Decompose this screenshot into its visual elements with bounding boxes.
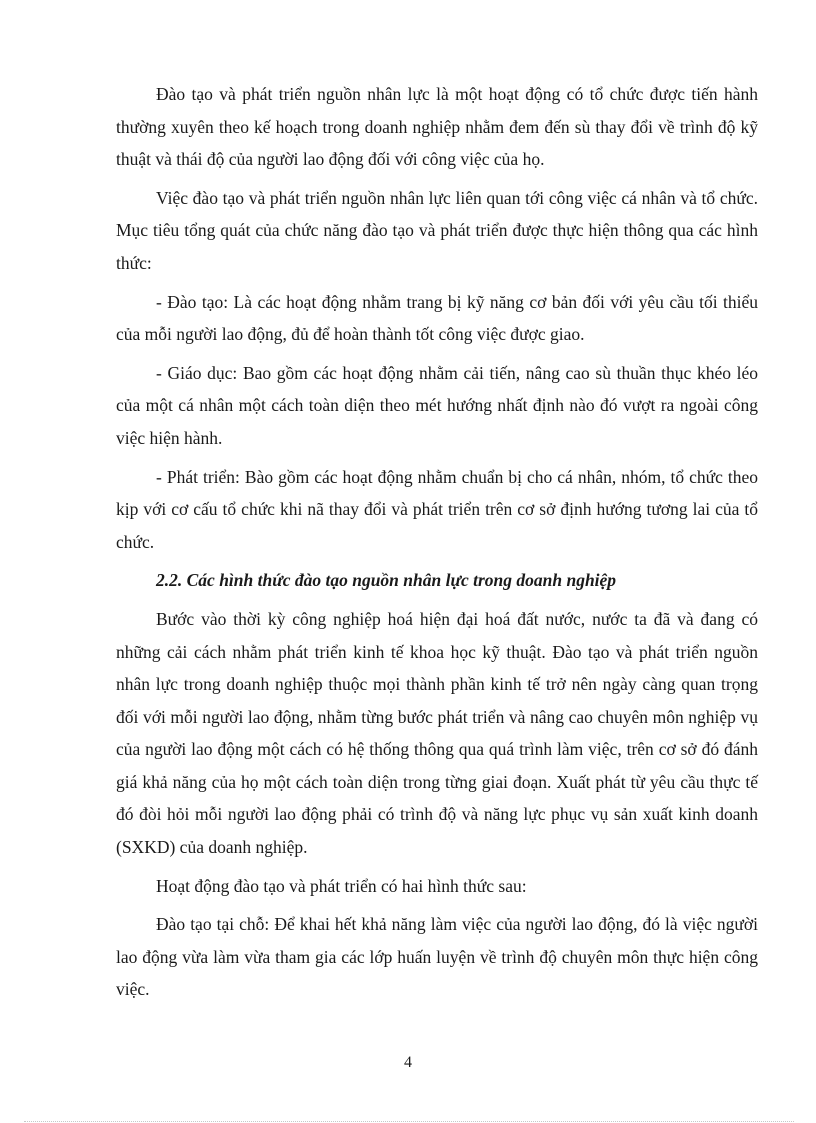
page-number: 4: [404, 1054, 412, 1071]
paragraph-development: - Phát triển: Bào gồm các hoạt động nhằm chuẩn bị cho cá nhân, nhóm, tổ chức theo kịp với cơ cấu tổ chức khi nã thay đổi và phát triển trên cơ sở định hướng tương lai của tổ chức.: [116, 466, 758, 552]
section-heading: 2.2. Các hình thức đào tạo nguồn nhân lực trong doanh nghiệp: [156, 570, 617, 591]
paragraph-education: - Giáo dục: Bao gồm các hoạt động nhằm cải tiến, nâng cao sù thuần thục khéo léo của một cá nhân một cách toàn diện theo mét hướng nhất định nào đó vượt ra ngoài công việc hiện hành.: [116, 362, 758, 448]
paragraph-definition: Đào tạo và phát triển nguồn nhân lực là một hoạt động có tổ chức được tiến hành thường xuyên theo kế hoạch trong doanh nghiệp nhằm đem đến sù thay đổi về trình độ kỹ thuật và thái độ của người lao động đối với công việc của họ.: [116, 84, 758, 170]
paragraph-two-forms: Hoạt động đào tạo và phát triển có hai hình thức sau:: [156, 875, 527, 896]
paragraph-industrialization: Bước vào thời kỳ công nghiệp hoá hiện đại hoá đất nước, nước ta đã và đang có những cải cách nhằm phát triển kinh tế khoa học kỹ thuật. Đào tạo và phát triển nguồn nhân lực trong doanh nghiệp thuộc mọi thành phần kinh tế trở nên ngày càng quan trọng đối với mỗi người lao động, nhằm từng bước phát triển và nâng cao chuyên môn nghiệp vụ của người lao động một cách có hệ thống thông qua quá trình làm việc, trên cơ sở đó đánh giá khả năng của họ một cách toàn diện trong từng giai đoạn. Xuất phát từ yêu cầu thực tế đó đòi hỏi mỗi người lao động phải có trình độ và năng lực phục vụ sản xuất kinh doanh (SXKD) của doanh nghiệp.: [116, 608, 758, 858]
document-page: [116, 78, 758, 1012]
page-bottom-divider: [24, 1121, 794, 1122]
paragraph-on-the-job: Đào tạo tại chỗ: Để khai hết khả năng làm việc của người lao động, đó là việc người lao động vừa làm vừa tham gia các lớp huấn luyện về trình độ chuyên môn thực hiện công việc.: [116, 914, 758, 1000]
paragraph-objectives: Việc đào tạo và phát triển nguồn nhân lực liên quan tới công việc cá nhân và tổ chức. Mục tiêu tổng quát của chức năng đào tạo và phát triển được thực hiện thông qua các hình thức:: [116, 187, 758, 273]
paragraph-training: - Đào tạo: Là các hoạt động nhằm trang bị kỹ năng cơ bản đối với yêu cầu tối thiểu của mỗi người lao động, đủ để hoàn thành tốt công việc được giao.: [116, 291, 758, 345]
